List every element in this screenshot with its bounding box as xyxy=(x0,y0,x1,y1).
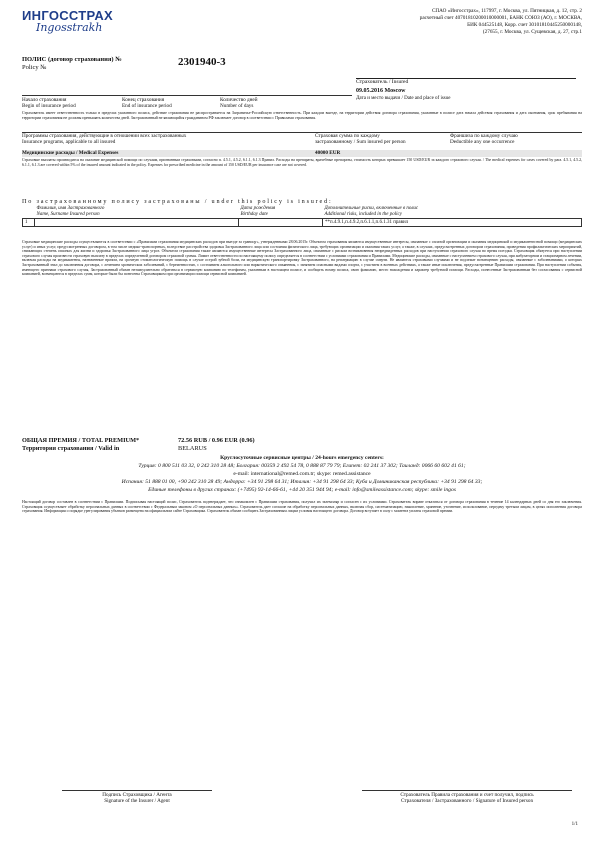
territory-label: Территория страхования / Valid in xyxy=(22,445,120,452)
row-additional: **п.4.9.1,п.4.9.2,п.6.1.1,п.6.1.31 правил xyxy=(323,219,582,227)
row-number: 1 xyxy=(23,219,35,227)
company-line: (27655, г. Москва, ул. Сущевская, д. 27, стр.1 xyxy=(482,29,582,35)
signature-line xyxy=(62,790,212,791)
row-birth xyxy=(239,219,323,227)
signature-row xyxy=(22,790,582,820)
table-row xyxy=(23,219,582,227)
end-label: Конец страхования End of insurance period xyxy=(122,97,172,109)
company-line: БИК 044525148, Корр. счет 30101810445250000148, xyxy=(467,22,582,28)
medical-amount: 40000 EUR xyxy=(315,150,341,156)
terms-fine-print: Настоящий договор составлен в соответствии с Правилами. Подписывая настоящий полис, Страхователь подтверждает, что ознакомлен с Правилами страхования, получил их экземпляр и согласен с их условиями. Страхователь вправе отказаться от договора страхования в течение 14 календарных дней со дня его заключения. Страховщик осуществляет обработку персональных данных в соответствии с Федеральным законом «О персональных данных». Страхователь дает согласие на обработку персональных данных, включая сбор, систематизацию, накопление, хранение, уточнение, использование, передачу третьим лицам, в целях исполнения договора страхования. Информация о порядке урегулирования убытков размещена на официальном сайте Страховщика. Страхователь обязан сообщить Застрахованным лицам условия настоящего договора. Договор вступает в силу с момента уплаты страховой премии. xyxy=(22,500,582,514)
main-conditions-text: Страховые медицинские расходы осуществляются в соответствии с «Правилами страхования медицинских расходов при выезде за границу», утвержденными 28.06.2015г. Объектом страхования являются имущественные интересы, связанные с оплатой организации и оказания медицинской и медикаментозной помощи (медицинских услуг) и иных услуг, предусмотренных договором, в том числе медико-транспортных, вследствие расстройства здоровья Застрахованного лица или состояния физического лица, требующих организации и оказания таких услуг, а также, в случаях, предусмотренных договором страхования, проведения профилактических мероприятий, снижающих степень опасных для жизни и здоровья Застрахованного лица угроз. Объектом страхования также являются имущественные интересы Застрахованного лица, связанные с риском возникновения непредвиденных расходов при наступлении страхового случая во время поездки. Страховщик обязуется при наступлении страхового случая произвести страховую выплату в пределах определенной договором страховой суммы. Лимит ответственности по настоящему полису определяется в соответствии с условиями страхования и Правилами. Медицинские расходы, связанные с наступлением страхового случая, при амбулаторном и стационарном лечении, включая расходы на медикаменты, назначенные врачом, на срочную стоматологическую помощь в случае острой зубной боли, на медицинскую транспортировку Застрахованного, на репатриацию в случае смерти. Не являются страховыми случаями и не подлежат возмещению расходы, связанные с заболеваниями, о которых Застрахованный знал до заключения договора, с лечением хронических заболеваний, с беременностью, с состоянием алкогольного или наркотического опьянения, с занятием опасными видами спорта, с участием в военных действиях, а также иные исключения, предусмотренные Правилами страхования. При наступлении события, имеющего признаки страхового случая, Застрахованный обязан незамедлительно обратиться в сервисную компанию по телефонам, указанным в настоящем полисе, и сообщить номер полиса, свою фамилию, место нахождения и характер требуемой помощи. Расходы, понесенные Застрахованным без согласования с сервисной компанией, возмещаются в пределах сумм, которые были бы понесены Страховщиком при организации помощи сервисной компанией. xyxy=(22,240,582,277)
col-birth: Дата рождения Birthday date xyxy=(240,206,276,217)
service-line-2: e-mail: international@remed.com.tr; skype: remed.assistance xyxy=(233,471,371,477)
service-title: Круглосуточные сервисные центры / 24-hours emergency centers: xyxy=(220,455,384,461)
insurer-signature: Подпись Страховщика / Агента Signature of the Insurer / Agent xyxy=(62,790,212,804)
start-label: Начало страхования Begin of insurance period xyxy=(22,97,76,109)
company-line: расчетный счет 40701810200010000001, БАНК СОЮЗ (АО), г. МОСКВА, xyxy=(419,15,582,21)
total-values xyxy=(178,437,255,453)
issue-date-label: Дата и место выдачи / Date and place of issue xyxy=(356,96,451,101)
col-additional: Дополнительные риски, включенные в полис Additional risks, included in the policy xyxy=(324,206,419,217)
signature-line xyxy=(362,790,572,791)
logo-text-top: ИНГОССТРАХ xyxy=(22,8,114,23)
policy-title: ПОЛИС (договор страхования) № Policy № xyxy=(22,56,122,71)
medical-label: Медицинские расходы / Medical Expenses xyxy=(22,150,119,156)
insured-field xyxy=(356,70,576,86)
insured-line xyxy=(356,70,576,79)
insured-label: Страхователь / Insured xyxy=(356,79,409,85)
total-labels xyxy=(22,437,139,453)
logo-text-bottom: Ingosstrakh xyxy=(36,21,103,34)
divider xyxy=(22,95,352,96)
ingosstrakh-logo xyxy=(22,8,122,42)
coverage-col-deductible: Франшиза по каждому случаю Deductible any one occurrence xyxy=(450,133,518,145)
coverage-col-sum: Страховая сумма по каждому застрахованному / Sum insured per person xyxy=(315,133,406,145)
company-line: СПАО «Ингосстрах», 117997, г. Москва, ул. Пятницкая, д. 12, стр. 2 xyxy=(431,8,582,14)
service-line-1: Турция: 0 800 511 03 32, 0 242 310 28 48; Болгария: 00359 2 492 54 78, 0 888 87 79 79; Египет: 02 241 37 302; Таиланд: 0066 60 602 41 61; xyxy=(138,463,466,469)
intro-fine-print: Страхователь имеет ответственность только в пределах указанного полиса, действие страхования не распространяется на Заграничье-Российскую ответственность. При каждом выезде, на территории действия договора страхования, указанные в полисе дата начала действия страхования и дата окончания, срок пребывания на территории страхования не должны превышать количества дней. Застрахованный не являющийся гражданином РФ заключает договор в соответствии с Правилами страхования. xyxy=(22,111,582,120)
policy-number: 2301940-3 xyxy=(178,56,226,68)
insured-signature: Страхователь Правила страхования и счет получил, подпись Страхователя / Застрахованного / Signature of Insured person xyxy=(362,790,572,804)
issue-date: 09.05.2016 Moscow xyxy=(356,88,406,94)
row-name xyxy=(35,219,239,227)
page-number: 1/1 xyxy=(571,822,578,827)
medical-expenses-row xyxy=(22,150,582,157)
days-label: Количество дней Number of days xyxy=(220,97,258,109)
insured-table-header xyxy=(23,206,582,219)
total-premium-label: ОБЩАЯ ПРЕМИЯ / TOTAL PREMIUM* xyxy=(22,437,140,444)
insured-heading: По застрахованному полису застрахованы / under this policy is insured: xyxy=(22,198,333,205)
medical-fine-print: Страховые выплаты производятся на оказание медицинской помощи по случаям, признанным страховыми, согласно п. 4.5.1, 4.5.2, 6.1.1, 6.1.3 Правил. Расходы на препараты, врачебные препараты, стоимость которых превышает 150 USD/EUR за каждого страхового случая. / The medical expenses for cases covered by para. 4.5.1, 4.5.2, 6.1.1, 6.1.3 are covered within 5% of the insured amount indicated in the policy. Expenses for prescribed medicine in the amount of 150 USD/EUR per insurance case are not covered. xyxy=(22,158,582,167)
col-name: Фамилия, имя Застрахованного Name, Surname Insured person xyxy=(36,206,105,217)
company-requisites xyxy=(334,8,582,36)
total-premium-value: 72.56 RUB / 0.96 EUR (0.96) xyxy=(178,437,255,444)
territory-value: BELARUS xyxy=(178,445,207,452)
service-line-4: Единые телефоны в других странах: (+7495) 92-14-66-61, +44 20 351 944 94; e-mail: info@smileassistance.com; skype: smile ingos xyxy=(148,487,456,493)
service-line-3: Испания: 51 888 01 00, +90 242 310 28 49; Андорра: +34 91 298 64 31; Италия: +34 91 298 64 33; Куба и Доминиканская республика: +34 91 298 64 33; xyxy=(121,479,483,485)
insured-table xyxy=(22,206,582,227)
coverage-col-programs: Программы страхования, действующие в отношении всех застрахованных Insurance programs, applicable to all insured xyxy=(22,133,187,145)
